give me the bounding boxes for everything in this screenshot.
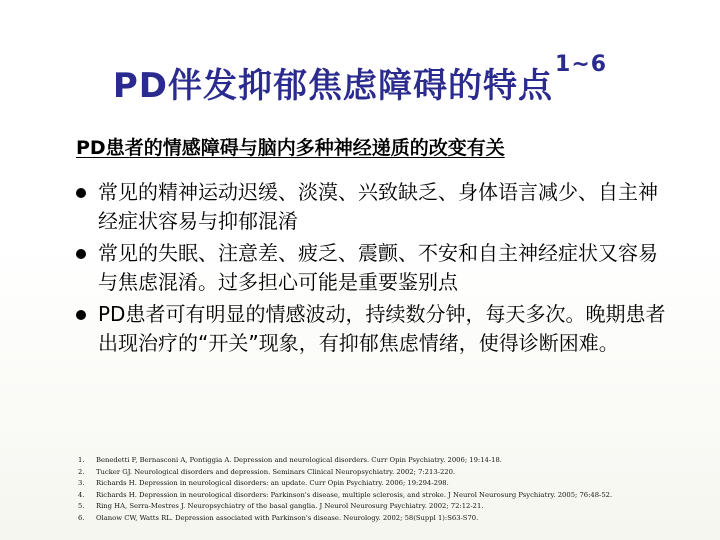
bullet-dot-icon <box>76 310 86 320</box>
title-citation-superscript: 1~6 <box>555 52 608 77</box>
bullet-list <box>76 178 676 361</box>
slide-title <box>0 52 720 107</box>
reference-number: 4. <box>78 490 85 499</box>
reference-item <box>78 455 698 467</box>
bullet-item <box>76 239 676 297</box>
reference-number: 3. <box>78 479 85 488</box>
reference-number: 1. <box>78 456 85 464</box>
reference-list <box>78 455 698 525</box>
reference-text: Tucker GJ. Neurological disorders and depression. Seminars Clinical Neuropsychiatry. 2002; 7:213-220. <box>96 467 456 476</box>
reference-text: Richards H. Depression in neurological disorders: Parkinson's disease, multiple sclerosis, and stroke. J Neurol Neurosurg Psychiatry. 2005; 76:48-52. <box>96 490 613 499</box>
reference-text: Ring HA, Serra-Mestres J. Neuropsychiatry of the basal ganglia. J Neurol Neurosurg Psychiatry. 2002; 72:12-21. <box>96 502 484 511</box>
slide-subtitle: PD患者的情感障碍与脑内多种神经递质的改变有关 <box>76 137 505 159</box>
reference-text: Benedetti F, Bernasconi A, Pontiggia A. Depression and neurological disorders. Curr Opin Psychiatry. 2006; 19:14-18. <box>96 456 502 464</box>
reference-text: Olanow CW, Watts RL. Depression associated with Parkinson's disease. Neurology. 2002; 58(Suppl 1):S63-S70. <box>96 513 479 522</box>
reference-item <box>78 513 698 525</box>
bullet-text: 常见的失眠、注意差、疲乏、震颤、不安和自主神经症状又容易与焦虑混淆。过多担心可能是重要鉴别点 <box>98 241 658 294</box>
bullet-text: 常见的精神运动迟缓、淡漠、兴致缺乏、身体语言减少、自主神经症状容易与抑郁混淆 <box>98 180 658 233</box>
bullet-text: PD患者可有明显的情感波动，持续数分钟，每天多次。晚期患者出现治疗的“开关”现象，有抑郁焦虑情绪，使得诊断困难。 <box>98 302 666 355</box>
slide-title-text: PD伴发抑郁焦虑障碍的特点 <box>112 66 554 106</box>
reference-item <box>78 490 698 502</box>
bullet-item <box>76 300 676 358</box>
reference-number: 6. <box>78 513 85 522</box>
bullet-dot-icon <box>76 188 86 198</box>
reference-number: 5. <box>78 502 85 511</box>
reference-item <box>78 467 698 479</box>
reference-text: Richards H. Depression in neurological disorders: an update. Curr Opin Psychiatry. 2006; 19:294-298. <box>96 479 449 488</box>
bullet-dot-icon <box>76 249 86 259</box>
bullet-item <box>76 178 676 236</box>
reference-item <box>78 478 698 490</box>
reference-number: 2. <box>78 467 85 476</box>
reference-item <box>78 501 698 513</box>
